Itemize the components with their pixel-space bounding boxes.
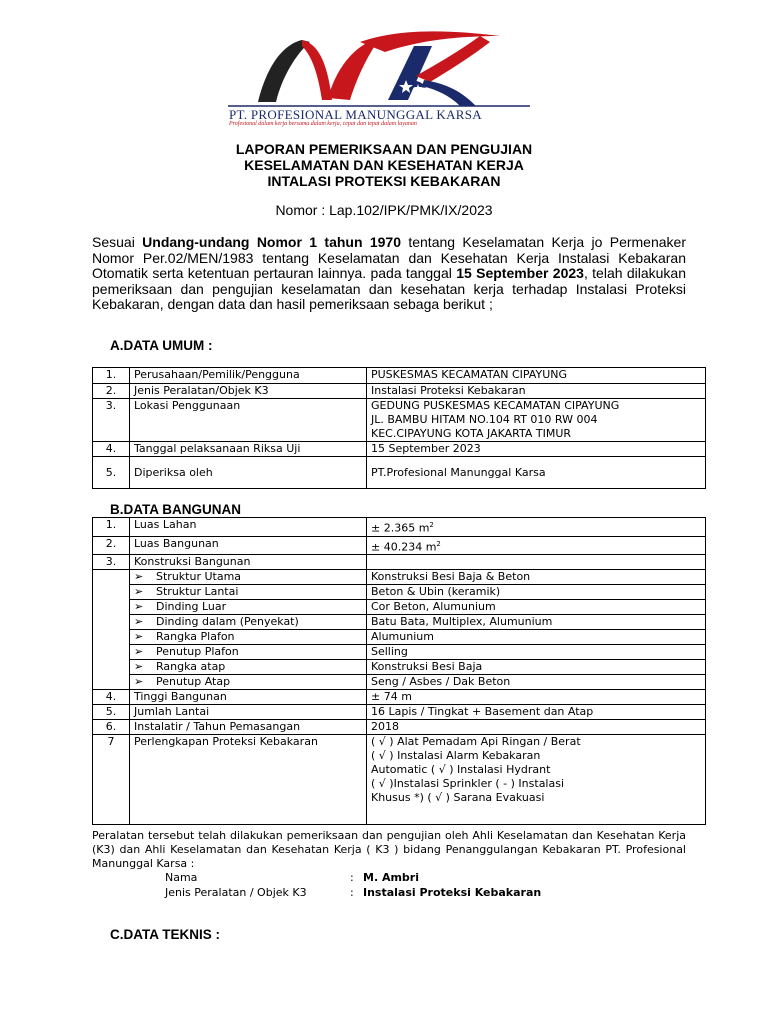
nama-value: M. Ambri (363, 871, 419, 884)
data-umum-table (92, 367, 706, 489)
location-line-3: KEC.CIPAYUNG KOTA JAKARTA TIMUR (371, 427, 572, 440)
row-number: 5. (93, 705, 130, 720)
title-line-1: LAPORAN PEMERIKSAAN DAN PENGUJIAN (235, 141, 533, 157)
table-row (93, 457, 706, 489)
row-label: Diperiksa oleh (130, 457, 367, 489)
table-row (93, 555, 706, 570)
arrow-bullet-icon: ➢ (134, 630, 144, 644)
row-number: 3. (93, 399, 130, 442)
row-label: Jenis Peralatan/Objek K3 (130, 384, 367, 399)
section-c-title: C.DATA TEKNIS : (110, 927, 220, 942)
sub-item-label (130, 570, 367, 585)
table-row (93, 518, 706, 537)
row-label: Luas Lahan (130, 518, 367, 537)
arrow-bullet-icon: ➢ (134, 645, 144, 659)
intro-text-3: , telah dilakukan pemeriksaan dan pengujian keselamatan dan kesehatan kerja terhadap Instalasi Proteksi Kebakaran, dengan data dan hasil pemeriksaan sebaga berikut ; (92, 265, 686, 313)
arrow-bullet-icon: ➢ (134, 615, 144, 629)
jenis-value: Instalasi Proteksi Kebakaran (363, 886, 542, 899)
sub-item-label (130, 615, 367, 630)
table-row (93, 600, 706, 615)
sub-item-text: Struktur Utama (156, 570, 242, 584)
table-row (93, 720, 706, 735)
row-number: 7 (93, 735, 130, 825)
sub-item-text: Rangka atap (156, 660, 226, 674)
row-number: 5. (93, 457, 130, 489)
jenis-label: Jenis Peralatan / Objek K3 (165, 886, 307, 899)
row-label: Konstruksi Bangunan (130, 555, 367, 570)
equipment-line: ( √ )Instalasi Sprinkler ( - ) Instalasi (371, 777, 565, 791)
arrow-bullet-icon: ➢ (134, 585, 144, 599)
row-label: Instalatir / Tahun Pemasangan (130, 720, 367, 735)
row-value: Alumunium (367, 630, 706, 645)
arrow-bullet-icon: ➢ (134, 570, 144, 584)
intro-text-1: Sesuai (92, 234, 143, 250)
row-number: 3. (93, 555, 130, 570)
sub-item-label (130, 675, 367, 690)
luas-bangunan-value: ± 40.234 m (371, 540, 437, 554)
table-row (93, 442, 706, 457)
sub-item-label (130, 630, 367, 645)
table-row (93, 570, 706, 585)
table-row (93, 660, 706, 675)
row-label: Lokasi Penggunaan (130, 399, 367, 442)
sub-item-text: Penutup Atap (156, 675, 231, 689)
table-row (93, 615, 706, 630)
row-value (367, 536, 706, 555)
row-value (367, 399, 706, 442)
sub-item-label (130, 645, 367, 660)
row-label: Tanggal pelaksanaan Riksa Uji (130, 442, 367, 457)
sub-item-text: Dinding Luar (156, 600, 227, 614)
row-value: 15 September 2023 (367, 442, 706, 457)
table-row (93, 536, 706, 555)
report-number: Nomor : Lap.102/IPK/PMK/IX/2023 (275, 202, 493, 218)
equipment-line: Khusus *) ( √ ) Sarana Evakuasi (371, 791, 545, 805)
intro-text-2: tentang Keselamatan Kerja jo Permenaker Nomor Per.02/MEN/1983 tentang Keselamatan dan Kesehatan Kerja Instalasi Kebakaran Otomatik serta ketentuan pertauran lainnya. pada tanggal (92, 234, 686, 282)
row-value: Instalasi Proteksi Kebakaran (367, 384, 706, 399)
row-label: Luas Bangunan (130, 536, 367, 555)
table-row (93, 399, 706, 442)
table-row (93, 368, 706, 384)
row-value: 16 Lapis / Tingkat + Basement dan Atap (367, 705, 706, 720)
title-line-3: INTALASI PROTEKSI KEBAKARAN (267, 173, 501, 189)
sub-item-label (130, 660, 367, 675)
row-label: Jumlah Lantai (130, 705, 367, 720)
section-a-title: A.DATA UMUM : (110, 338, 213, 353)
sub-item-text: Dinding dalam (Penyekat) (156, 615, 299, 629)
intro-law: Undang-undang Nomor 1 tahun 1970 (142, 234, 401, 250)
section-b-title: B.DATA BANGUNAN (110, 502, 241, 517)
jenis-colon: : (350, 886, 354, 899)
row-number: 2. (93, 384, 130, 399)
row-value: Konstruksi Besi Baja & Beton (367, 570, 706, 585)
row-value: PUSKESMAS KECAMATAN CIPAYUNG (367, 368, 706, 384)
row-label: Tinggi Bangunan (130, 690, 367, 705)
mk-logo-icon (210, 22, 540, 112)
row-number: 1. (93, 368, 130, 384)
equipment-line: ( √ ) Instalasi Alarm Kebakaran (371, 749, 541, 763)
unit-superscript: 2 (436, 539, 441, 548)
table-row (93, 630, 706, 645)
arrow-bullet-icon: ➢ (134, 660, 144, 674)
row-value: Beton & Ubin (keramik) (367, 585, 706, 600)
table-row (93, 675, 706, 690)
row-label: Perusahaan/Pemilik/Pengguna (130, 368, 367, 384)
title-line-2: KESELAMATAN DAN KESEHATAN KERJA (244, 157, 524, 173)
intro-paragraph (92, 235, 686, 313)
table-row (93, 384, 706, 399)
location-line-2: JL. BAMBU HITAM NO.104 RT 010 RW 004 (371, 413, 598, 426)
row-number: 4. (93, 442, 130, 457)
row-value: Seng / Asbes / Dak Beton (367, 675, 706, 690)
table-row (93, 735, 706, 825)
nama-colon: : (350, 871, 354, 884)
nama-label: Nama (165, 871, 198, 884)
closing-paragraph: Peralatan tersebut telah dilakukan pemeriksaan dan pengujian oleh Ahli Keselamatan dan Kesehatan Kerja (K3) dan Ahli Keselamatan dan Kesehatan Kerja ( K3 ) bidang Penanggulangan Kebakaran PT. Profesional Manunggal Karsa : (92, 829, 686, 870)
location-line-1: GEDUNG PUSKESMAS KECAMATAN CIPAYUNG (371, 399, 620, 412)
sub-item-label (130, 600, 367, 615)
arrow-bullet-icon: ➢ (134, 600, 144, 614)
equipment-line: Automatic ( √ ) Instalasi Hydrant (371, 763, 551, 777)
data-bangunan-table (92, 517, 706, 825)
row-value: Konstruksi Besi Baja (367, 660, 706, 675)
row-value (367, 518, 706, 537)
unit-superscript: 2 (429, 521, 434, 529)
row-value: 2018 (367, 720, 706, 735)
table-row (93, 585, 706, 600)
sub-item-text: Struktur Lantai (156, 585, 239, 599)
row-value: Selling (367, 645, 706, 660)
equipment-line: ( √ ) Alat Pemadam Api Ringan / Berat (371, 735, 581, 749)
arrow-bullet-icon: ➢ (134, 675, 144, 689)
row-label: Perlengkapan Proteksi Kebakaran (130, 735, 367, 825)
row-number: 2. (93, 536, 130, 555)
company-tagline: Profesional dalam kerja bersama dalam kerja, cepat dan tepat dalam layanan (229, 121, 417, 127)
sub-item-text: Penutup Plafon (156, 645, 239, 659)
table-row (93, 645, 706, 660)
luas-lahan-value: ± 2.365 m (371, 521, 430, 535)
row-number: 1. (93, 518, 130, 537)
row-value: Cor Beton, Alumunium (367, 600, 706, 615)
row-number (93, 570, 130, 690)
intro-date: 15 September 2023 (456, 265, 584, 282)
row-number: 4. (93, 690, 130, 705)
row-value: ± 74 m (367, 690, 706, 705)
company-name: PT. PROFESIONAL MANUNGGAL KARSA (229, 107, 482, 122)
table-row (93, 690, 706, 705)
table-row (93, 705, 706, 720)
row-value: PT.Profesional Manunggal Karsa (367, 457, 706, 489)
row-number: 6. (93, 720, 130, 735)
row-value (367, 735, 706, 825)
sub-item-text: Rangka Plafon (156, 630, 235, 644)
sub-item-label (130, 585, 367, 600)
row-value (367, 555, 706, 570)
row-value: Batu Bata, Multiplex, Alumunium (367, 615, 706, 630)
